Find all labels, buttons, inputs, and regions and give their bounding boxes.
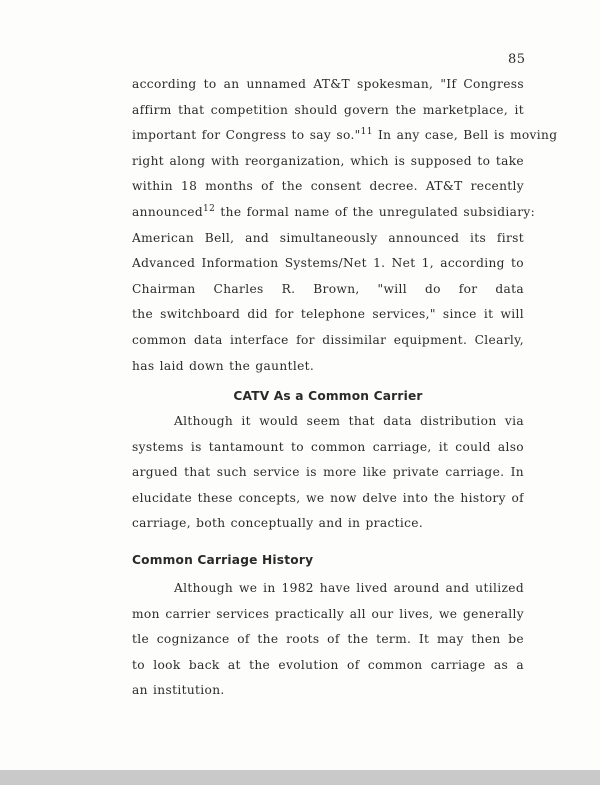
page-number: 85 xyxy=(508,52,526,67)
text-line: argued that such service is more like private carriage. In xyxy=(132,465,524,480)
text-line: tle cognizance of the roots of the term. It may then be xyxy=(132,632,524,647)
text-line: right along with reorganization, which is supposed to take xyxy=(132,153,524,168)
text-line: according to an unnamed AT&T spokesman, "If Congress xyxy=(132,77,524,91)
footnote-marker: 11 xyxy=(360,127,373,138)
text-fragment: In any case, Bell is moving xyxy=(372,128,558,143)
text-line: systems is tantamount to common carriage, it could also xyxy=(132,439,524,454)
text-line: the switchboard did for telephone services," since it will xyxy=(132,307,524,322)
text-line: carriage, both conceptually and in practice. xyxy=(132,516,424,531)
section-heading-history: Common Carriage History xyxy=(132,553,314,567)
text-line: mon carrier services practically all our lives, we generally xyxy=(132,606,524,621)
text-fragment: the formal name of the unregulated subsidiary: xyxy=(215,204,536,219)
section-heading-catv: CATV As a Common Carrier xyxy=(233,389,423,403)
text-line: elucidate these concepts, we now delve into the history of xyxy=(132,490,524,505)
footnote-marker: 12 xyxy=(203,203,216,214)
text-line: an institution. xyxy=(132,683,225,698)
text-line xyxy=(132,200,536,226)
paragraph-history xyxy=(132,576,524,704)
text-line: Advanced Information Systems/Net 1. Net 1, according to xyxy=(132,256,524,271)
paragraph-catv xyxy=(132,409,524,537)
text-line: American Bell, and simultaneously announced its first xyxy=(132,230,524,245)
text-line: has laid down the gauntlet. xyxy=(132,358,315,373)
text-line: within 18 months of the consent decree. AT&T recently xyxy=(132,179,524,194)
text-line: to look back at the evolution of common carriage as a xyxy=(132,657,524,672)
text-line: Chairman Charles R. Brown, "will do for data xyxy=(132,281,524,296)
paragraph-att-reorganization xyxy=(132,72,558,379)
text-line xyxy=(132,123,558,149)
text-line: Although it would seem that data distribution via xyxy=(174,414,524,428)
text-line: affirm that competition should govern the marketplace, it xyxy=(132,102,524,117)
text-line: Although we in 1982 have lived around and utilized xyxy=(174,581,524,595)
scan-bottom-edge xyxy=(0,770,600,785)
text-line: common data interface for dissimilar equipment. Clearly, xyxy=(132,332,524,347)
text-fragment: important for Congress to say so." xyxy=(132,128,361,143)
text-fragment: announced xyxy=(132,204,203,219)
